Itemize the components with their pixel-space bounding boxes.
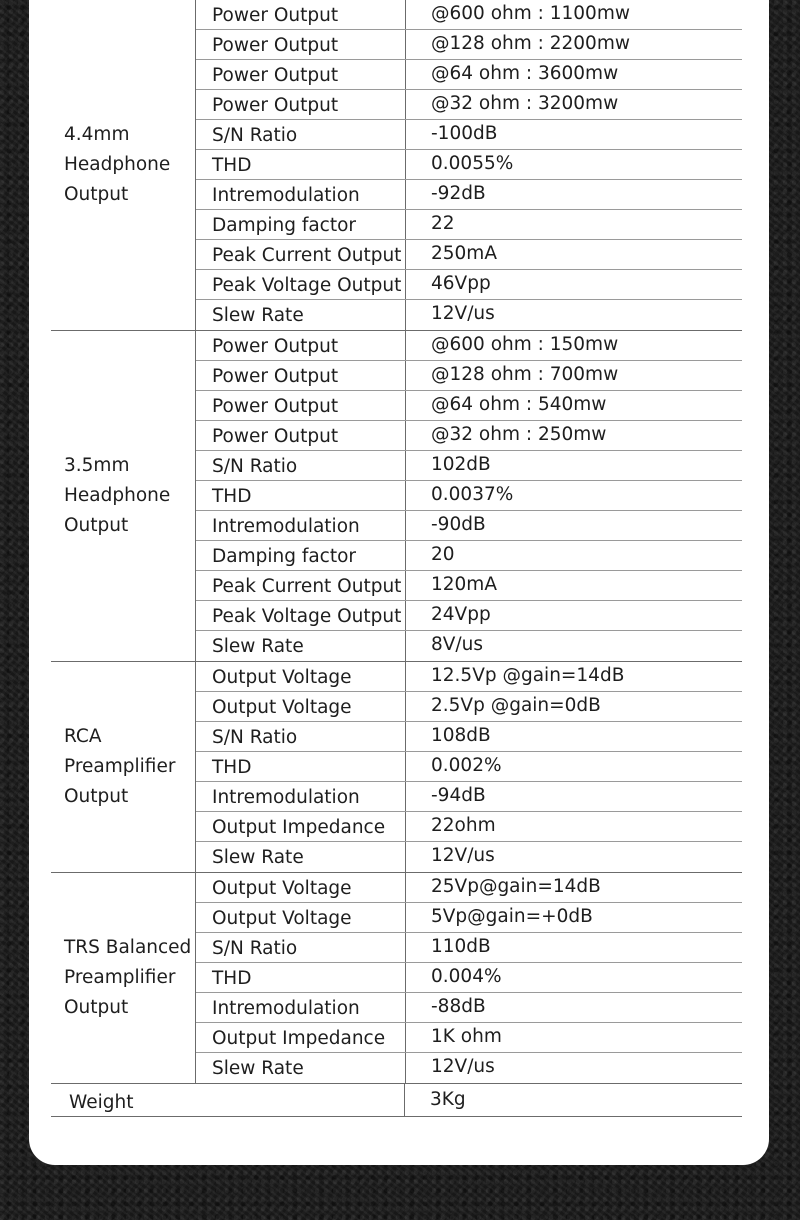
- parameter-cell: Power Output: [196, 391, 406, 420]
- table-row: [196, 963, 742, 993]
- table-row: [196, 1023, 742, 1053]
- value-cell: 8V/us: [431, 634, 484, 655]
- spec-group: [51, 0, 742, 331]
- value-cell: 22: [431, 213, 455, 234]
- table-row: [196, 873, 742, 903]
- spec-table: [51, 0, 742, 1117]
- group-label: [51, 0, 196, 330]
- table-row: [196, 511, 742, 541]
- parameter-cell: Slew Rate: [196, 631, 406, 661]
- parameter-cell: THD: [196, 963, 406, 992]
- value-cell: @64 ohm : 540mw: [431, 394, 607, 415]
- value-cell: @32 ohm : 3200mw: [431, 93, 619, 114]
- spec-group: [51, 662, 742, 873]
- value-cell: 22ohm: [431, 815, 496, 836]
- value-cell: 108dB: [431, 725, 491, 746]
- parameter-cell: Peak Voltage Output: [196, 270, 406, 299]
- parameter-cell: THD: [196, 481, 406, 510]
- spec-group: [51, 331, 742, 662]
- table-row: [196, 692, 742, 722]
- value-cell: -90dB: [431, 514, 486, 535]
- value-cell: 0.004%: [431, 966, 502, 987]
- value-cell: @600 ohm : 150mw: [431, 334, 619, 355]
- group-label: [51, 873, 196, 1083]
- value-cell: @600 ohm : 1100mw: [431, 3, 630, 24]
- weight-value: 3Kg: [430, 1089, 466, 1110]
- spec-group: [51, 873, 742, 1084]
- group-label-line: Output: [64, 786, 129, 807]
- parameter-cell: THD: [196, 752, 406, 781]
- group-label-line: Headphone: [64, 154, 171, 175]
- table-row: [196, 90, 742, 120]
- value-cell: 250mA: [431, 243, 497, 264]
- group-label-line: Output: [64, 184, 129, 205]
- table-row: [196, 60, 742, 90]
- group-label-line: Preamplifier: [64, 756, 176, 777]
- value-cell: @128 ohm : 2200mw: [431, 33, 630, 54]
- parameter-cell: Power Output: [196, 30, 406, 59]
- table-row: [196, 993, 742, 1023]
- parameter-cell: Power Output: [196, 331, 406, 360]
- group-label-line: Output: [64, 997, 129, 1018]
- parameter-cell: Power Output: [196, 0, 406, 29]
- value-cell: 0.0055%: [431, 153, 514, 174]
- group-label-line: Output: [64, 515, 129, 536]
- value-cell: 0.0037%: [431, 484, 514, 505]
- table-row: [196, 331, 742, 361]
- value-cell: -100dB: [431, 123, 498, 144]
- value-cell: 0.002%: [431, 755, 502, 776]
- parameter-cell: Output Impedance: [196, 812, 406, 841]
- parameter-cell: S/N Ratio: [196, 120, 406, 149]
- table-row: [196, 903, 742, 933]
- table-row: [196, 842, 742, 872]
- parameter-cell: Power Output: [196, 60, 406, 89]
- parameter-cell: Intremodulation: [196, 511, 406, 540]
- value-cell: 2.5Vp @gain=0dB: [431, 695, 601, 716]
- table-row: [196, 0, 742, 30]
- value-cell: 25Vp@gain=14dB: [431, 876, 601, 897]
- value-cell: 12V/us: [431, 1056, 495, 1077]
- parameter-cell: Output Voltage: [196, 873, 406, 902]
- parameter-cell: Intremodulation: [196, 782, 406, 811]
- parameter-cell: Damping factor: [196, 541, 406, 570]
- table-row: [196, 451, 742, 481]
- group-label: [51, 331, 196, 661]
- table-row: [196, 30, 742, 60]
- group-rows: [196, 0, 742, 330]
- parameter-cell: S/N Ratio: [196, 722, 406, 751]
- table-row: [196, 1053, 742, 1083]
- value-cell: 1K ohm: [431, 1026, 502, 1047]
- value-cell: @64 ohm : 3600mw: [431, 63, 619, 84]
- parameter-cell: Power Output: [196, 90, 406, 119]
- parameter-cell: S/N Ratio: [196, 451, 406, 480]
- table-row: [196, 421, 742, 451]
- parameter-cell: Power Output: [196, 361, 406, 390]
- table-row: [196, 722, 742, 752]
- value-cell: 5Vp@gain=+0dB: [431, 906, 593, 927]
- parameter-cell: Slew Rate: [196, 1053, 406, 1083]
- table-row: [196, 270, 742, 300]
- group-label-line: 3.5mm: [64, 455, 130, 476]
- table-row: [196, 662, 742, 692]
- value-cell: 46Vpp: [431, 273, 491, 294]
- weight-row: [51, 1084, 742, 1117]
- table-row: [196, 120, 742, 150]
- group-label-line: Headphone: [64, 485, 171, 506]
- table-row: [196, 481, 742, 511]
- group-label-line: Preamplifier: [64, 967, 176, 988]
- table-row: [196, 210, 742, 240]
- parameter-cell: Peak Current Output: [196, 240, 406, 269]
- value-cell: 12V/us: [431, 845, 495, 866]
- value-cell: -94dB: [431, 785, 486, 806]
- value-cell: 120mA: [431, 574, 497, 595]
- table-row: [196, 361, 742, 391]
- group-label: [51, 662, 196, 872]
- group-label-line: 4.4mm: [64, 124, 130, 145]
- table-row: [196, 631, 742, 661]
- table-row: [196, 240, 742, 270]
- value-cell: -92dB: [431, 183, 486, 204]
- parameter-cell: Slew Rate: [196, 300, 406, 330]
- table-row: [196, 782, 742, 812]
- parameter-cell: Slew Rate: [196, 842, 406, 872]
- value-cell: @128 ohm : 700mw: [431, 364, 619, 385]
- table-row: [196, 391, 742, 421]
- parameter-cell: Output Voltage: [196, 662, 406, 691]
- value-cell: 24Vpp: [431, 604, 491, 625]
- parameter-cell: Intremodulation: [196, 180, 406, 209]
- table-row: [196, 180, 742, 210]
- parameter-cell: Peak Current Output: [196, 571, 406, 600]
- table-row: [196, 571, 742, 601]
- parameter-cell: Peak Voltage Output: [196, 601, 406, 630]
- table-row: [196, 601, 742, 631]
- parameter-cell: Intremodulation: [196, 993, 406, 1022]
- table-row: [196, 150, 742, 180]
- value-cell: 102dB: [431, 454, 491, 475]
- value-cell: 20: [431, 544, 455, 565]
- table-row: [196, 752, 742, 782]
- parameter-cell: Power Output: [196, 421, 406, 450]
- group-label-line: RCA: [64, 726, 102, 747]
- parameter-cell: Damping factor: [196, 210, 406, 239]
- parameter-cell: Output Impedance: [196, 1023, 406, 1052]
- table-row: [196, 300, 742, 330]
- parameter-cell: S/N Ratio: [196, 933, 406, 962]
- value-cell: 12.5Vp @gain=14dB: [431, 665, 625, 686]
- value-cell: -88dB: [431, 996, 486, 1017]
- parameter-cell: Output Voltage: [196, 903, 406, 932]
- table-row: [196, 933, 742, 963]
- spec-groups: [51, 0, 742, 1084]
- group-rows: [196, 873, 742, 1083]
- value-cell: 12V/us: [431, 303, 495, 324]
- value-cell: 110dB: [431, 936, 491, 957]
- group-rows: [196, 662, 742, 872]
- group-label-line: TRS Balanced: [64, 937, 192, 958]
- group-rows: [196, 331, 742, 661]
- table-row: [196, 812, 742, 842]
- parameter-cell: Output Voltage: [196, 692, 406, 721]
- weight-label: Weight: [51, 1084, 405, 1116]
- table-row: [196, 541, 742, 571]
- parameter-cell: THD: [196, 150, 406, 179]
- value-cell: @32 ohm : 250mw: [431, 424, 607, 445]
